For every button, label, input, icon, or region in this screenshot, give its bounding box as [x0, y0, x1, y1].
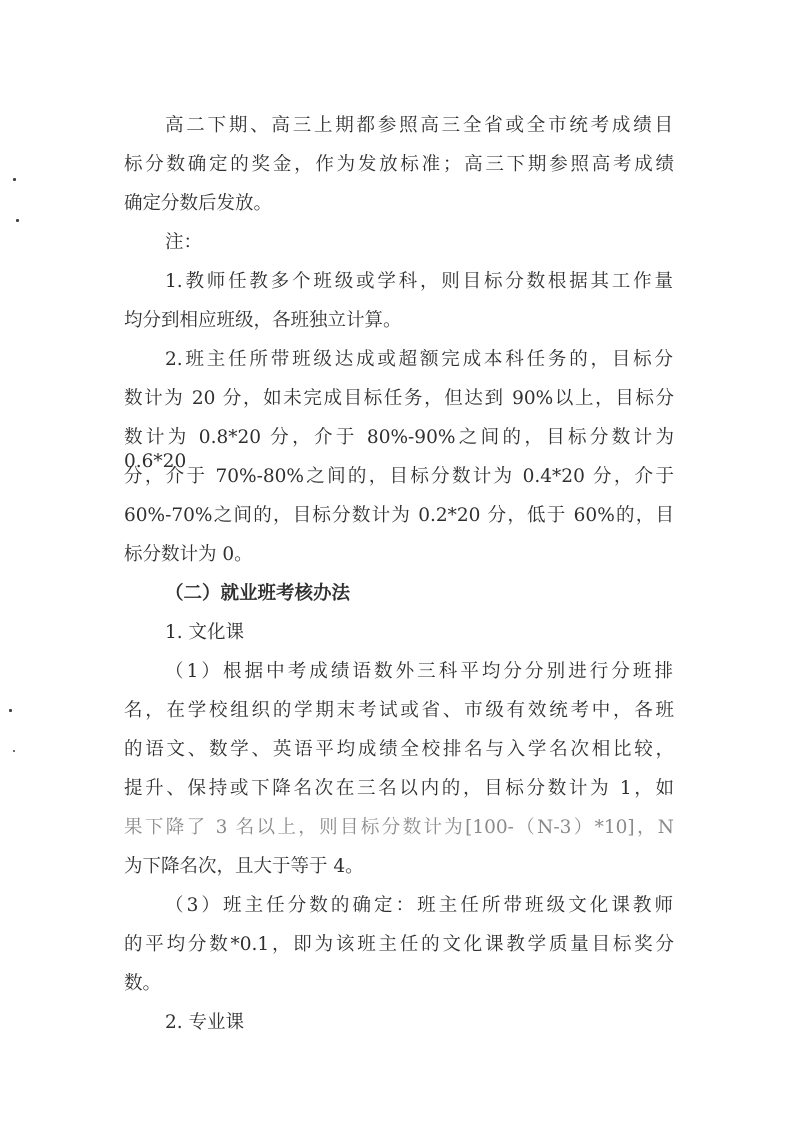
note-2-line-3: 数计为 0.8*20 分，介于 80%-90%之间的，目标分数计为 0.6*20	[124, 427, 674, 472]
note-2-line-4: 分，介于 70%-80%之间的，目标分数计为 0.4*20 分，介于	[124, 466, 674, 487]
scan-speck	[13, 178, 16, 181]
note-2-line-1: 2.班主任所带班级达成或超额完成本科任务的，目标分	[165, 349, 673, 370]
item-1-line-5: 果下降了 3 名以上，则目标分数计为[100-（N-3）*10]，N	[124, 817, 674, 838]
note-1-line-1: 1.教师任教多个班级或学科，则目标分数根据其工作量	[165, 271, 673, 292]
scan-speck	[16, 219, 19, 222]
paragraph-line-3: 确定分数后发放。	[124, 193, 273, 214]
item-1-line-6: 为下降名次，且大于等于 4。	[124, 856, 364, 877]
item-3-line-3: 数。	[124, 973, 162, 994]
note-heading: 注：	[165, 232, 203, 253]
subsection-heading-culture: 1. 文化课	[165, 622, 245, 643]
note-1-line-2: 均分到相应班级，各班独立计算。	[124, 310, 402, 331]
paragraph-line-1: 高二下期、高三上期都参照高三全省或全市统考成绩目	[165, 115, 673, 136]
paragraph-line-2: 标分数确定的奖金，作为发放标准；高三下期参照高考成绩	[124, 154, 674, 175]
item-1-line-3: 的语文、数学、英语平均成绩全校排名与入学名次相比较，	[124, 739, 674, 760]
subsection-heading-professional: 2. 专业课	[165, 1012, 245, 1033]
scan-speck	[13, 750, 15, 752]
item-3-line-2: 的平均分数*0.1，即为该班主任的文化课教学质量目标奖分	[124, 934, 674, 955]
note-2-line-6: 标分数计为 0。	[124, 544, 253, 565]
item-3-line-1: （3）班主任分数的确定：班主任所带班级文化课教师	[165, 895, 673, 916]
note-2-line-2: 数计为 20 分，如未完成目标任务，但达到 90%以上，目标分	[124, 388, 674, 409]
item-1-line-4: 提升、保持或下降名次在三名以内的，目标分数计为 1，如	[124, 778, 674, 799]
item-1-line-1: （1）根据中考成绩语数外三科平均分分别进行分班排	[165, 661, 673, 682]
scan-speck	[9, 709, 12, 712]
section-heading: （二）就业班考核办法	[165, 583, 351, 604]
item-1-line-2: 名，在学校组织的学期末考试或省、市级有效统考中，各班	[124, 700, 674, 721]
note-2-line-5: 60%-70%之间的，目标分数计为 0.2*20 分，低于 60%的，目	[124, 505, 674, 526]
